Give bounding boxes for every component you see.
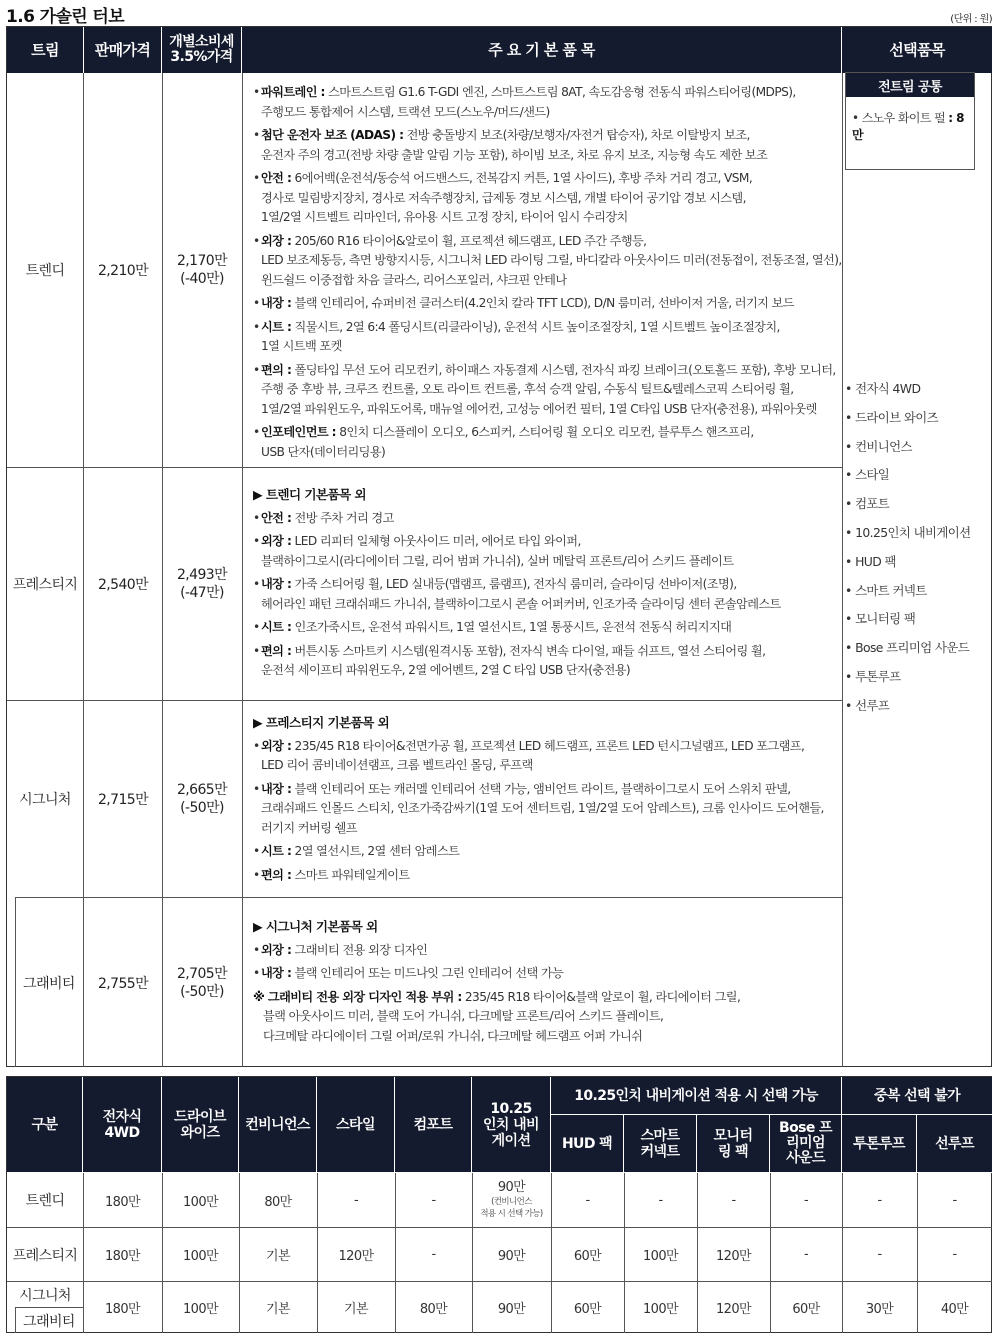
option-name: 컨비니언스 xyxy=(855,438,912,454)
feature-label: 시트 : xyxy=(261,319,292,334)
feature-item xyxy=(253,509,843,529)
feature-text: 직물시트, 2열 6:4 폴딩시트(리클라이닝), 운전석 시트 높이조절장치, 1열 시트벨트 높이조절장치, xyxy=(291,319,780,334)
feature-line xyxy=(261,595,843,615)
feature-line xyxy=(261,251,843,271)
bullet: • xyxy=(845,553,856,569)
feature-lines xyxy=(261,866,843,886)
feature-line xyxy=(261,400,843,420)
feature-note-text: 다크메탈 라디에이터 그릴 어퍼/로워 가니쉬, 다크메탈 헤드램프 어퍼 가니쉬 xyxy=(263,1028,643,1043)
option-name: 컴포트 xyxy=(855,496,890,512)
cell-navi xyxy=(472,1173,551,1227)
feature-item xyxy=(253,575,843,614)
option-name: 스마트 커넥트 xyxy=(855,582,927,598)
feature-item xyxy=(253,126,843,165)
page-title: 1.6 가솔린 터보 xyxy=(6,7,125,27)
feature-text: 운전석 세이프티 파워윈도우, 2열 에어벤트, 2열 C 타입 USB 단자(충전용) xyxy=(261,663,631,677)
feature-note-line xyxy=(253,1007,843,1027)
trim-name-secondary: 그래비티 xyxy=(23,1313,75,1330)
cell-comfort: 80만 xyxy=(419,1302,448,1317)
trim-name: 시그니처 xyxy=(19,792,71,808)
option-item xyxy=(845,375,970,404)
option-item xyxy=(845,490,970,519)
option-name: Bose 프리미엄 사운드 xyxy=(855,640,970,656)
bullet: • xyxy=(253,233,260,248)
bullet: • xyxy=(845,611,856,627)
feature-heading: ▶ 시그니처 기본품목 외 xyxy=(253,919,378,934)
tax-price-value: 2,665만 xyxy=(176,782,227,798)
feature-text: LED 리어 콤비네이션램프, 크롬 벨트라인 몰딩, 루프랙 xyxy=(261,758,533,772)
trim-name: 프레스티지 xyxy=(12,1247,78,1264)
cell-drivewise: 100만 xyxy=(183,1249,218,1264)
option-item xyxy=(845,461,970,490)
feature-note-line xyxy=(253,1027,843,1047)
cell-navi-note2: 적용 시 선택 가능) xyxy=(480,1209,543,1219)
feature-list xyxy=(253,485,843,685)
option-item xyxy=(845,433,970,462)
header-navi: 10.25 인치 내비게이션 xyxy=(472,1077,551,1173)
feature-note-label: ※ 그래비티 전용 외장 디자인 적용 부위 : xyxy=(253,989,462,1004)
cell-twotone: - xyxy=(877,1247,882,1262)
header-twotone: 투톤루프 xyxy=(842,1115,917,1173)
cell-sunroof: 40만 xyxy=(940,1302,969,1317)
option-name: 선루프 xyxy=(855,697,890,713)
feature-text: USB 단자(데이터리딩용) xyxy=(261,444,386,459)
sale-price: 2,540만 xyxy=(97,577,148,593)
feature-line xyxy=(261,126,843,146)
feature-line xyxy=(261,232,843,252)
cell-comfort: - xyxy=(431,1247,436,1262)
cell-monitor: - xyxy=(731,1192,736,1208)
cell-bose: - xyxy=(803,1247,809,1262)
option-name: 드라이브 와이즈 xyxy=(855,409,938,425)
cell-sunroof: - xyxy=(952,1192,957,1208)
feature-text: 전방 주차 거리 경고 xyxy=(291,510,394,525)
cell-navi-note1: (컨비니언스 xyxy=(491,1197,532,1207)
cell-monitor: 120만 xyxy=(716,1249,751,1264)
header-awd: 전자식 4WD xyxy=(83,1077,162,1173)
header-group-navi: 10.25인치 내비게이션 적용 시 선택 가능 xyxy=(551,1077,842,1115)
feature-line xyxy=(261,208,843,228)
cell-hud: 60만 xyxy=(573,1302,602,1317)
feature-text: 8인치 디스플레이 오디오, 6스피커, 스티어링 휠 오디오 리모컨, 블루투스 핸즈프리, xyxy=(335,425,754,439)
divider xyxy=(242,73,243,1067)
bullet: • xyxy=(845,697,856,713)
cell-drivewise: 100만 xyxy=(183,1194,218,1210)
header-monitor: 모니터링 팩 xyxy=(697,1115,770,1173)
feature-label: 외장 : xyxy=(261,233,292,248)
feature-line xyxy=(261,189,843,209)
cell-monitor: 120만 xyxy=(716,1302,751,1317)
tax-price-value: 2,170만 xyxy=(176,253,227,269)
sale-price: 2,755만 xyxy=(97,975,148,992)
feature-line xyxy=(261,552,843,572)
feature-text: 1열 시트백 포켓 xyxy=(261,339,342,353)
option-item xyxy=(845,663,970,692)
trim-name: 프레스티지 xyxy=(12,577,78,593)
bullet: • xyxy=(253,362,260,377)
bullet: • xyxy=(253,781,260,796)
feature-item xyxy=(253,780,843,839)
header-convenience: 컨비니언스 xyxy=(239,1077,317,1173)
tax-price-diff: (-40만) xyxy=(180,271,224,287)
header-group-dup: 중복 선택 불가 xyxy=(842,1077,992,1115)
sale-price: 2,715만 xyxy=(97,792,148,808)
bullet: • xyxy=(845,640,856,656)
bullet: • xyxy=(845,582,856,598)
bullet: • xyxy=(845,438,856,454)
feature-lines xyxy=(261,423,843,462)
feature-line xyxy=(261,575,843,595)
feature-list xyxy=(253,917,843,1046)
trim-name: 그래비티 xyxy=(23,975,75,992)
feature-line xyxy=(261,780,843,800)
feature-text: 버튼시동 스마트키 시스템(원격시동 포함), 전자식 변속 다이얼, 패들 쉬프트, 열선 스티어링 휠, xyxy=(291,643,766,658)
cell-navi: 90만 xyxy=(497,1249,526,1264)
feature-line xyxy=(261,271,843,291)
common-option-box xyxy=(845,72,975,170)
feature-text: 러기지 커버링 쉘프 xyxy=(261,820,357,835)
feature-text: 2열 열선시트, 2열 센터 암레스트 xyxy=(291,844,460,858)
cell-convenience: 기본 xyxy=(266,1249,290,1264)
feature-line xyxy=(261,642,843,662)
trim-name: 트렌디 xyxy=(25,263,65,279)
bullet: • xyxy=(253,128,260,142)
option-item xyxy=(845,548,970,577)
tax-price-value: 2,493만 xyxy=(176,567,227,583)
feature-text: LED 보조제동등, 측면 방향지시등, 시그니처 LED 라이팅 그릴, 바디칼라 아웃사이드 미러(전동접이, 전동조절, 열선), xyxy=(261,253,842,267)
feature-line xyxy=(261,361,843,381)
feature-line xyxy=(261,509,843,529)
feature-text: 경사로 밀림방지장치, 경사로 저속주행장치, 급제동 경보 시스템, 개별 타이어 공기압 경보 시스템, xyxy=(261,190,746,205)
option-price-table xyxy=(6,1076,992,1333)
tax-price xyxy=(162,73,242,467)
cell-comfort: - xyxy=(431,1192,436,1208)
feature-line xyxy=(261,318,843,338)
feature-line xyxy=(261,941,843,961)
sale-price: 2,210만 xyxy=(97,263,148,279)
feature-line xyxy=(261,337,843,357)
cell-navi: 90만 xyxy=(497,1302,526,1317)
feature-lines xyxy=(261,83,843,122)
feature-label: 첨단 운전자 보조 (ADAS) : xyxy=(261,128,404,142)
feature-label: 편의 : xyxy=(261,643,292,658)
feature-item xyxy=(253,83,843,122)
bullet: • xyxy=(845,524,856,540)
bullet: • xyxy=(253,577,260,591)
feature-lines xyxy=(261,575,843,614)
cell-awd: 180만 xyxy=(105,1194,140,1210)
tax-price xyxy=(162,468,242,700)
feature-heading: ▶ 프레스티지 기본품목 외 xyxy=(253,715,390,730)
header-tax-line1: 개별소비세 xyxy=(169,34,234,50)
cell-hud: 60만 xyxy=(573,1249,602,1264)
header-tax-price xyxy=(162,27,242,73)
feature-label: 내장 : xyxy=(261,966,292,980)
common-option-title: 전트림 공통 xyxy=(846,73,974,97)
feature-text: 스마트 파워테일게이트 xyxy=(291,867,410,882)
feature-lines xyxy=(261,780,843,839)
feature-item xyxy=(253,423,843,462)
feature-lines xyxy=(261,294,843,314)
bullet: • xyxy=(845,381,856,396)
feature-lines xyxy=(261,964,843,984)
feature-label: 파워트레인 : xyxy=(261,85,325,99)
feature-lines xyxy=(261,532,843,571)
feature-note-text: 235/45 R18 타이어&블랙 알로이 휠, 라디에이터 그릴, xyxy=(461,989,741,1004)
cell-style: 기본 xyxy=(344,1302,368,1317)
feature-line xyxy=(261,737,843,757)
feature-text: 운전자 주의 경고(전방 차량 출발 알림 기능 포함), 하이빔 보조, 차로 유지 보조, 지능형 속도 제한 보조 xyxy=(261,147,768,162)
bullet: • xyxy=(845,409,856,425)
feature-label: 안전 : xyxy=(261,171,292,185)
trim-name: 트렌디 xyxy=(25,1193,65,1209)
feature-text: 6에어백(운전석/동승석 어드밴스드, 전복감지 커튼, 1열 사이드), 후방 주차 거리 경고, VSM, xyxy=(291,171,753,185)
feature-item xyxy=(253,842,843,862)
tax-price xyxy=(162,701,242,897)
header-features: 주 요 기 본 품 목 xyxy=(242,27,842,73)
header-comfort: 컴포트 xyxy=(395,1077,472,1173)
cell-bose: - xyxy=(803,1192,809,1208)
option-item xyxy=(845,692,970,721)
bullet: • xyxy=(253,296,260,310)
bullet: • xyxy=(253,85,260,99)
cell-smart: 100만 xyxy=(643,1249,678,1264)
feature-lines xyxy=(261,361,843,420)
cell-awd: 180만 xyxy=(105,1302,140,1317)
feature-lines xyxy=(261,126,843,165)
feature-note-line xyxy=(253,988,843,1008)
feature-label: 외장 : xyxy=(261,534,292,548)
feature-item xyxy=(253,642,843,681)
feature-note-text: 블랙 아웃사이드 미러, 블랙 도어 가니쉬, 다크메탈 프론트/리어 스키드 플레이트, xyxy=(263,1009,664,1023)
feature-lines xyxy=(261,169,843,228)
feature-text: 주행 중 후방 뷰, 크루즈 컨트롤, 오토 라이트 컨트롤, 후석 승객 알림, 수동식 틸트&텔레스코픽 스티어링 휠, xyxy=(261,382,794,396)
cell-twotone: 30만 xyxy=(865,1302,894,1317)
trim-name: 시그니처 xyxy=(19,1287,71,1304)
feature-text: 블랙 인테리어 또는 미드나잇 그린 인테리어 선택 가능 xyxy=(291,966,564,980)
feature-label: 편의 : xyxy=(261,867,292,882)
feature-item xyxy=(253,318,843,357)
header-smart: 스마트 커넥트 xyxy=(624,1115,697,1173)
bullet: • xyxy=(253,425,260,439)
common-option-bullet: • xyxy=(852,111,862,125)
feature-label: 내장 : xyxy=(261,781,292,796)
feature-line xyxy=(261,103,843,123)
feature-line xyxy=(261,819,843,839)
feature-text: 235/45 R18 타이어&전면가공 휠, 프로젝션 LED 헤드램프, 프론트 LED 턴시그널램프, LED 포그램프, xyxy=(291,738,805,753)
option-name: 전자식 4WD xyxy=(855,381,921,396)
feature-text: 그래비티 전용 외장 디자인 xyxy=(291,942,428,957)
feature-label: 편의 : xyxy=(261,362,292,377)
feature-label: 내장 : xyxy=(261,296,292,310)
cell-bose: 60만 xyxy=(792,1302,820,1317)
feature-list xyxy=(253,713,843,889)
feature-line xyxy=(261,169,843,189)
cell-sunroof: - xyxy=(952,1247,957,1262)
feature-label: 안전 : xyxy=(261,510,292,525)
option-name: HUD 팩 xyxy=(855,553,896,569)
option-name: 투톤루프 xyxy=(855,668,901,684)
header-hud: HUD 팩 xyxy=(551,1115,624,1173)
bullet: • xyxy=(845,668,856,684)
cell-convenience: 기본 xyxy=(266,1302,290,1317)
bullet: • xyxy=(253,319,260,334)
feature-item xyxy=(253,737,843,776)
feature-lines xyxy=(261,642,843,681)
feature-line xyxy=(261,618,843,638)
feature-item xyxy=(253,532,843,571)
common-option-name: 스노우 화이트 펄 xyxy=(861,111,946,125)
bullet: • xyxy=(845,496,856,512)
feature-label: 시트 : xyxy=(261,844,292,858)
option-name: 10.25인치 내비게이션 xyxy=(855,524,971,540)
tax-price-diff: (-50만) xyxy=(180,800,224,816)
feature-label: 인포테인먼트 : xyxy=(261,425,336,439)
cell-drivewise: 100만 xyxy=(183,1302,218,1317)
bullet: • xyxy=(253,643,260,658)
header-options: 선택품목 xyxy=(842,27,992,73)
header-drivewise: 드라이브 와이즈 xyxy=(162,1077,239,1173)
feature-label: 시트 : xyxy=(261,620,292,634)
bullet: • xyxy=(845,467,856,483)
feature-item xyxy=(253,964,843,984)
option-item xyxy=(845,577,970,606)
tax-price-diff: (-47만) xyxy=(180,585,224,601)
feature-line xyxy=(261,866,843,886)
header-price: 판매가격 xyxy=(84,27,162,73)
header-tax-line2: 3.5%가격 xyxy=(170,49,233,65)
feature-text: 헤어라인 패턴 크래쉬패드 가니쉬, 블랙하이그로시 콘솔 어퍼커버, 인조가죽 슬라이딩 센터 콘솔암레스트 xyxy=(261,596,781,611)
feature-heading: ▶ 트렌디 기본품목 외 xyxy=(253,487,366,502)
tax-price xyxy=(162,898,242,1067)
feature-label: 외장 : xyxy=(261,942,292,957)
feature-line xyxy=(261,661,843,681)
feature-text: 윈드쉴드 이중접합 차음 글라스, 리어스포일러, 샤크핀 안테나 xyxy=(261,272,567,287)
bullet: • xyxy=(253,534,260,548)
feature-text: 205/60 R16 타이어&알로이 휠, 프로젝션 헤드램프, LED 주간 주행등, xyxy=(291,233,647,248)
cell-style: - xyxy=(353,1192,359,1208)
option-list xyxy=(845,375,970,721)
feature-label: 내장 : xyxy=(261,577,292,591)
bullet: • xyxy=(253,867,260,882)
feature-line xyxy=(261,423,843,443)
feature-text: 블랙하이그로시(라디에이터 그릴, 리어 범퍼 가니쉬), 실버 메탈릭 프론트/리어 스키드 플레이트 xyxy=(261,553,734,568)
option-name: 스타일 xyxy=(855,467,890,483)
feature-line xyxy=(261,532,843,552)
feature-lines xyxy=(261,509,843,529)
feature-line xyxy=(261,146,843,166)
cell-smart: 100만 xyxy=(643,1302,678,1317)
bullet: • xyxy=(253,942,260,957)
tax-price-diff: (-50만) xyxy=(180,983,224,1000)
feature-list xyxy=(253,83,843,466)
feature-text: 인조가죽시트, 운전석 파워시트, 1열 열선시트, 1열 통풍시트, 운전석 전동식 허리지지대 xyxy=(291,620,732,634)
feature-lines xyxy=(261,318,843,357)
header-trim: 트림 xyxy=(7,27,84,73)
feature-line xyxy=(261,443,843,463)
feature-text: 가죽 스티어링 휠, LED 실내등(맵램프, 룸램프), 전자식 룸미러, 슬라이딩 선바이저(조명), xyxy=(291,577,737,591)
feature-lines xyxy=(261,232,843,291)
option-name: 모니터링 팩 xyxy=(855,611,916,627)
cell-navi-value: 90만 xyxy=(497,1180,526,1195)
tax-price-value: 2,705만 xyxy=(176,965,227,982)
feature-note xyxy=(253,988,843,1047)
bullet: • xyxy=(253,844,260,858)
cell-awd: 180만 xyxy=(105,1249,140,1264)
cell-twotone: - xyxy=(877,1192,882,1208)
bullet: • xyxy=(253,510,260,525)
feature-text: 블랙 인테리어 또는 캐러멜 인테리어 선택 가능, 앰비언트 라이트, 블랙하이그로시 도어 스위치 판넬, xyxy=(291,781,791,796)
feature-text: 크래쉬패드 인몰드 스티치, 인조가죽감싸기(1열 도어 센터트림, 1열/2열 도어 암레스트), 크롬 인사이드 도어핸들, xyxy=(261,801,824,815)
header-sunroof: 선루프 xyxy=(917,1115,992,1173)
cell-style: 120만 xyxy=(338,1249,374,1264)
header-style: 스타일 xyxy=(317,1077,395,1173)
feature-item xyxy=(253,232,843,291)
bullet: • xyxy=(253,966,260,980)
cell-convenience: 80만 xyxy=(264,1194,292,1210)
option-item xyxy=(845,519,970,548)
cell-smart: - xyxy=(658,1192,663,1208)
feature-line xyxy=(261,380,843,400)
header-category: 구분 xyxy=(7,1077,83,1173)
feature-item xyxy=(253,169,843,228)
option-item xyxy=(845,634,970,663)
feature-text: 전방 충돌방지 보조(차량/보행자/자전거 탑승자), 차로 이탈방지 보조, xyxy=(403,128,750,142)
common-option-price: : 8만 xyxy=(852,111,964,142)
feature-item xyxy=(253,866,843,886)
header-bose: Bose 프리미엄 사운드 xyxy=(770,1115,842,1173)
feature-text: 1열/2열 시트벨트 리마인더, 유아용 시트 고정 장치, 타이어 임시 수리장치 xyxy=(261,210,628,224)
bullet: • xyxy=(253,738,260,753)
feature-lines xyxy=(261,618,843,638)
feature-text: 폴딩타입 무선 도어 리모컨키, 하이패스 자동결제 시스템, 전자식 파킹 브레이크(오토홀드 포함), 후방 모니터, xyxy=(291,362,836,377)
feature-line xyxy=(261,294,843,314)
feature-label: 외장 : xyxy=(261,738,292,753)
feature-item xyxy=(253,941,843,961)
option-item xyxy=(845,605,970,634)
feature-lines xyxy=(261,737,843,776)
option-item xyxy=(845,404,970,433)
feature-line xyxy=(261,756,843,776)
feature-line xyxy=(261,842,843,862)
common-option-item xyxy=(846,97,974,143)
feature-item xyxy=(253,361,843,420)
feature-text: 주행모드 통합제어 시스템, 트랙션 모드(스노우/머드/샌드) xyxy=(261,104,550,119)
feature-item xyxy=(253,294,843,314)
feature-text: 스마트스트림 G1.6 T-GDI 엔진, 스마트스트림 8AT, 속도감응형 전동식 파워스티어링(MDPS), xyxy=(324,85,796,99)
bullet: • xyxy=(253,171,260,185)
cell-hud: - xyxy=(585,1192,590,1208)
feature-text: 블랙 인테리어, 슈퍼비전 클러스터(4.2인치 칼라 TFT LCD), D/N 룸미러, 선바이저 거울, 러기지 보드 xyxy=(291,296,794,310)
feature-lines xyxy=(261,842,843,862)
feature-line xyxy=(261,799,843,819)
unit-label: (단위 : 원) xyxy=(950,14,992,25)
feature-item xyxy=(253,618,843,638)
feature-line xyxy=(261,964,843,984)
feature-text: LED 리피터 일체형 아웃사이드 미러, 에어로 타입 와이퍼, xyxy=(291,534,581,548)
feature-line xyxy=(261,83,843,103)
feature-lines xyxy=(261,941,843,961)
feature-text: 1열/2열 파워윈도우, 파워도어록, 매뉴얼 에어컨, 고성능 에어컨 필터, 1열 C타입 USB 단자(충전용), 파워아웃렛 xyxy=(261,401,817,416)
bullet: • xyxy=(253,620,260,634)
